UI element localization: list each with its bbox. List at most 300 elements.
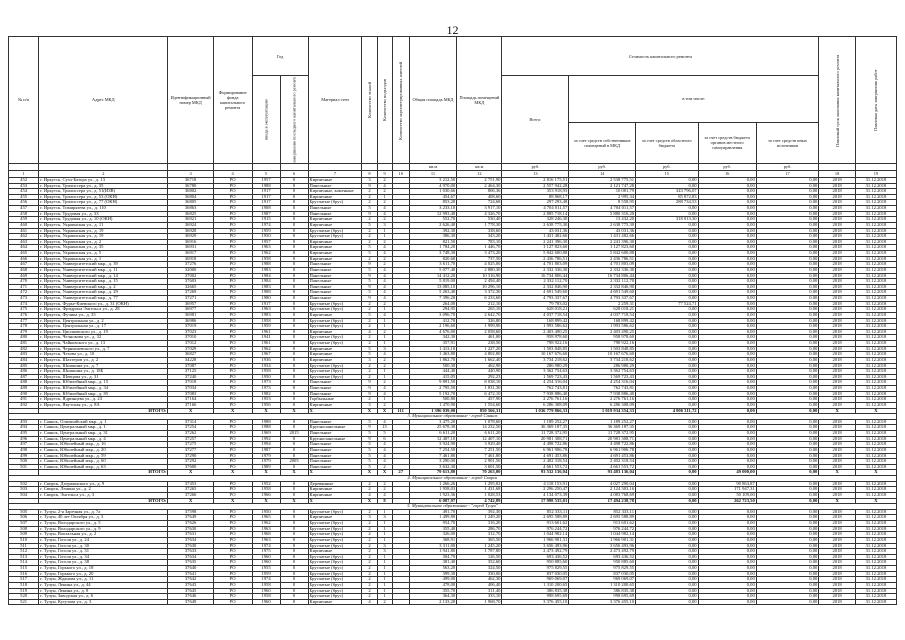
table-cell: 2018 <box>819 318 856 324</box>
table-cell: РО <box>213 357 252 363</box>
table-cell: X <box>819 408 856 414</box>
table-cell: 2 <box>362 217 377 223</box>
table-cell: РО <box>213 369 252 375</box>
table-cell: 2018 <box>819 200 856 206</box>
table-cell: Кирпичные <box>308 599 362 605</box>
table-cell: 1 044 982,14 <box>569 532 636 538</box>
table-cell: 3 <box>377 346 392 352</box>
table-cell: г. Тулун, Кутузова ул., д. 3 <box>39 599 168 605</box>
table-cell: 1962 <box>252 521 280 527</box>
table-cell: 1917 <box>252 189 280 195</box>
table-cell: 27 <box>392 470 409 476</box>
table-cell: 37645 <box>168 588 213 594</box>
table-cell: 0,00 <box>756 324 819 330</box>
table-cell: 4 802,80 <box>457 352 502 358</box>
table-cell: 503 <box>9 487 39 493</box>
column-number-cell: 9 <box>377 170 392 177</box>
table-cell: 5 <box>362 346 377 352</box>
table-cell: 1 245,20 <box>457 543 502 549</box>
table-cell: 0,00 <box>756 211 819 217</box>
table-cell: 5 077,40 <box>409 267 456 273</box>
table-cell: г. Иркутск, Челнокова ул., д. 32 <box>39 335 168 341</box>
table-cell: 2018 <box>819 481 856 487</box>
table-cell: 6 472,10 <box>457 391 502 397</box>
table-cell: 4 498 722,86 <box>569 442 636 448</box>
table-cell: 0,00 <box>698 402 756 408</box>
table-cell: 481 <box>9 341 39 347</box>
table-cell: 1 <box>377 194 392 200</box>
table-cell: Кирпичные <box>308 487 362 493</box>
table-cell: 1 <box>377 318 392 324</box>
table-cell: 9 <box>362 380 377 386</box>
table-cell: РО <box>213 599 252 605</box>
table-cell: 2018 <box>819 487 856 493</box>
table-cell: 0,00 <box>636 312 699 318</box>
table-cell: Брусчатые (брус) <box>308 234 362 240</box>
table-cell: 1969 <box>252 431 280 437</box>
table-cell: 530,40 <box>457 217 502 223</box>
table-cell: Панельные <box>308 290 362 296</box>
table-cell: 0,00 <box>756 532 819 538</box>
table-cell: 31.12.2018 <box>855 594 896 600</box>
table-cell: 1973 <box>252 386 280 392</box>
table-cell: 0,00 <box>698 566 756 572</box>
table-cell: 0,00 <box>636 582 699 588</box>
table-cell: 36 369 187,35 <box>502 425 569 431</box>
table-cell: 31.12.2018 <box>855 582 896 588</box>
table-cell: 0 <box>280 374 308 380</box>
table-cell: 1988 <box>252 183 280 189</box>
table-cell: 0,00 <box>698 228 756 234</box>
column-number-cell: 6 <box>280 170 308 177</box>
table-cell: 1915 <box>252 217 280 223</box>
table-cell: Панельные <box>308 262 362 268</box>
table-cell: 0,00 <box>636 554 699 560</box>
table-cell: РО <box>213 194 252 200</box>
table-cell: 1958 <box>252 369 280 375</box>
table-cell: 0,00 <box>636 543 699 549</box>
table-cell: г. Иркутск, Украинская ул., д. 35 <box>39 245 168 251</box>
table-cell: 1953 <box>252 397 280 403</box>
table-cell: 25 678,30 <box>409 425 456 431</box>
table-cell: 0,00 <box>698 312 756 318</box>
table-cell: 9 <box>362 391 377 397</box>
table-cell: РО <box>213 312 252 318</box>
table-cell: 0,00 <box>756 577 819 583</box>
table-cell: 0,00 <box>698 380 756 386</box>
table-cell: 36924 <box>168 222 213 228</box>
table-cell: 5 <box>362 290 377 296</box>
table-cell: 0,00 <box>756 419 819 425</box>
table-cell: 2018 <box>819 363 856 369</box>
table-cell: 478 <box>9 324 39 330</box>
table-cell: РО <box>213 335 252 341</box>
table-cell: 0,00 <box>756 369 819 375</box>
table-cell: 9 <box>362 386 377 392</box>
table-cell: 0 <box>280 560 308 566</box>
table-cell: Брусчатые (брус) <box>308 369 362 375</box>
table-cell: РО <box>213 481 252 487</box>
table-cell: г. Иркутск, Украинская ул., д. 11 <box>39 222 168 228</box>
header-wall-material: Материал стен <box>308 37 362 164</box>
table-cell: 0 <box>280 554 308 560</box>
table-cell: 316,20 <box>457 521 502 527</box>
table-cell: 5 819,00 <box>409 279 456 285</box>
table-cell: 454,67 <box>409 194 456 200</box>
table-cell: г. Саянск, Юбилейный мкр., д. 60 <box>39 459 168 465</box>
table-cell: 31.12.2018 <box>855 329 896 335</box>
table-cell: 0,00 <box>698 560 756 566</box>
table-cell: 0,00 <box>636 442 699 448</box>
table-cell: 852 333,11 <box>569 509 636 515</box>
table-cell: Брусчатые (брус) <box>308 582 362 588</box>
column-number-cell: 12 <box>457 170 502 177</box>
unit-cell <box>9 163 39 170</box>
table-cell: 330,00 <box>457 571 502 577</box>
table-cell: 0,00 <box>698 582 756 588</box>
table-cell: 2018 <box>819 346 856 352</box>
table-cell: 31.12.2018 <box>855 267 896 273</box>
table-cell: 0,00 <box>636 273 699 279</box>
table-cell: 0 <box>280 239 308 245</box>
table-cell: 1 <box>377 571 392 577</box>
table-cell: 292,23 <box>457 374 502 380</box>
table-cell: 2018 <box>819 239 856 245</box>
table-cell: 126,50 <box>457 554 502 560</box>
table-cell: 13 085,10 <box>409 284 456 290</box>
table-cell: 0,00 <box>698 200 756 206</box>
table-cell: 0,00 <box>756 492 819 498</box>
table-cell: 3 096,70 <box>409 312 456 318</box>
table-cell: Брусчатые (брус) <box>308 341 362 347</box>
table-cell: 0,00 <box>698 239 756 245</box>
table-cell: 326,80 <box>457 318 502 324</box>
table-cell: РО <box>213 425 252 431</box>
table-cell: Кирпичные <box>308 222 362 228</box>
table-cell: Панельные <box>308 447 362 453</box>
table-cell: 2 880,30 <box>457 267 502 273</box>
table-cell: 1 <box>377 554 392 560</box>
table-cell: 4 <box>377 352 392 358</box>
table-cell: 5 <box>362 352 377 358</box>
table-cell: 17 494 238,78 <box>569 498 636 504</box>
table-cell: 0,00 <box>636 431 699 437</box>
table-cell: Брусчатые (брус) <box>308 532 362 538</box>
table-cell: 1936 <box>252 357 280 363</box>
table-cell: 0,00 <box>756 594 819 600</box>
table-cell: 0 <box>280 251 308 257</box>
table-cell: 3 924,90 <box>409 442 456 448</box>
unit-cell: руб. <box>569 163 636 170</box>
table-cell: Панельные <box>308 267 362 273</box>
table-cell: 11 728 372,95 <box>502 431 569 437</box>
table-cell: 1984 <box>252 273 280 279</box>
table-cell: 3 656 493,96 <box>569 543 636 549</box>
table-cell: 93 483 136,04 <box>569 470 636 476</box>
table-cell: 111 <box>392 408 409 414</box>
header-total-area: Общая площадь МКД <box>409 37 456 164</box>
table-cell: г. Иркутск, Трилиссера ул., д. 53 (ОКН) <box>39 194 168 200</box>
header-planned-date: Плановая дата завершения работ <box>855 37 896 164</box>
table-cell: 37641 <box>168 571 213 577</box>
table-cell: г. Тулун, Гоголя ул., д. 38 <box>39 560 168 566</box>
table-cell: 0,00 <box>636 251 699 257</box>
table-cell: 10 167 676,60 <box>569 352 636 358</box>
table-cell: 37600 <box>168 464 213 470</box>
table-cell: 0,00 <box>636 262 699 268</box>
table-cell: 2018 <box>819 262 856 268</box>
table-cell: 0,00 <box>756 402 819 408</box>
table-cell: 0,00 <box>756 312 819 318</box>
table-cell: 37635 <box>168 560 213 566</box>
table-cell: 0,00 <box>636 177 699 183</box>
table-cell: 0,00 <box>698 419 756 425</box>
table-cell: РО <box>213 577 252 583</box>
table-cell: 264,00 <box>409 301 456 307</box>
table-cell: 0,00 <box>756 588 819 594</box>
table-cell: 0,00 <box>698 588 756 594</box>
table-cell: Панельные <box>308 183 362 189</box>
table-cell: 1 993 586,62 <box>502 324 569 330</box>
table-cell: г. Тулун, Гоголя ул., д. 31 <box>39 549 168 555</box>
capital-repair-table-sheet <box>8 36 897 636</box>
table-cell: 5 880 316,20 <box>569 211 636 217</box>
table-cell: 31.12.2018 <box>855 436 896 442</box>
table-cell: 5 <box>362 453 377 459</box>
table-cell: 4 <box>377 279 392 285</box>
table-cell: 4 <box>377 391 392 397</box>
table-cell: РО <box>213 256 252 262</box>
table-cell: 452 <box>9 177 39 183</box>
table-cell: 1980 <box>252 296 280 302</box>
table-cell: 1 470,90 <box>409 402 456 408</box>
table-cell: 1 778,30 <box>457 222 502 228</box>
table-cell: 1 <box>377 560 392 566</box>
table-cell: 2 626,40 <box>409 222 456 228</box>
table-cell: 693 436,52 <box>569 554 636 560</box>
table-cell: 4 <box>377 419 392 425</box>
table-cell: РО <box>213 222 252 228</box>
table-cell: 517 <box>9 577 39 583</box>
table-cell: 31.12.2018 <box>855 222 896 228</box>
table-cell: 482 <box>9 346 39 352</box>
table-cell: 9 <box>362 296 377 302</box>
table-cell: 0,00 <box>698 329 756 335</box>
table-cell: 1979 <box>252 453 280 459</box>
table-cell: 2 <box>362 577 377 583</box>
table-cell: 12 407,10 <box>457 436 502 442</box>
table-cell: 37012 <box>168 341 213 347</box>
table-cell: 36805 <box>168 200 213 206</box>
table-cell: 4 254 316,04 <box>569 380 636 386</box>
table-cell: 5 <box>362 459 377 465</box>
table-body <box>9 177 897 605</box>
table-cell: 2 <box>377 464 392 470</box>
unit-cell <box>362 163 377 170</box>
table-cell: 0,00 <box>698 554 756 560</box>
table-cell: 0,00 <box>756 189 819 195</box>
table-cell: 5 <box>377 431 392 437</box>
table-cell: 31.12.2018 <box>855 543 896 549</box>
table-cell: 1961 <box>252 341 280 347</box>
table-cell: 0 <box>280 425 308 431</box>
unit-cell: кв.м <box>409 163 456 170</box>
table-cell: 0,00 <box>698 262 756 268</box>
table-cell: Брусчатые (брус) <box>308 228 362 234</box>
table-cell: 0 <box>280 318 308 324</box>
table-cell: 2 473 492,79 <box>502 549 569 555</box>
column-number-cell: 10 <box>392 170 409 177</box>
table-cell: г. Тулун, Гоголя ул., д. 34 <box>39 554 168 560</box>
table-cell: Панельные <box>308 380 362 386</box>
table-cell: 0,00 <box>636 498 699 504</box>
table-cell: г. Иркутск, Ядринцева ул., д. 23 <box>39 397 168 403</box>
table-cell: 2 473 492,79 <box>569 549 636 555</box>
table-cell: 1 966 901,31 <box>569 537 636 543</box>
table-cell: 0 <box>280 234 308 240</box>
table-cell: РО <box>213 560 252 566</box>
table-cell: 2018 <box>819 521 856 527</box>
table-cell: 3 <box>377 222 392 228</box>
table-cell: 496 <box>9 436 39 442</box>
table-cell: 31.12.2018 <box>855 245 896 251</box>
table-cell: 0,00 <box>636 447 699 453</box>
table-cell: Горбыльные <box>308 397 362 403</box>
table-cell: 0,00 <box>698 256 756 262</box>
table-cell: 1982 <box>252 391 280 397</box>
table-cell: 2 <box>362 594 377 600</box>
table-cell: 2018 <box>819 515 856 521</box>
table-cell: 0,00 <box>698 296 756 302</box>
table-cell: 2018 <box>819 374 856 380</box>
table-cell: 0 <box>280 228 308 234</box>
table-cell: РО <box>213 582 252 588</box>
table-cell: 0 <box>280 492 308 498</box>
table-cell: 0,00 <box>636 386 699 392</box>
table-cell: 31.12.2018 <box>855 464 896 470</box>
table-cell: РО <box>213 509 252 515</box>
table-cell: 0,00 <box>636 335 699 341</box>
table-cell: 0,00 <box>756 177 819 183</box>
table-cell: 1950 <box>252 509 280 515</box>
table-row <box>9 599 897 605</box>
table-cell: РО <box>213 537 252 543</box>
table-cell: 238,50 <box>457 341 502 347</box>
table-cell: 0,00 <box>636 267 699 273</box>
table-cell: 1 554,60 <box>457 402 502 408</box>
table-cell: г. Иркутск, Университетский мкр., д. 39 <box>39 262 168 268</box>
table-cell: 470 <box>9 279 39 285</box>
table-cell: 31.12.2018 <box>855 363 896 369</box>
table-cell: 1917 <box>252 301 280 307</box>
table-cell: 478,00 <box>409 582 456 588</box>
table-cell: 2 <box>362 341 377 347</box>
table-cell: РО <box>213 374 252 380</box>
table-cell: 4 037 718,54 <box>569 312 636 318</box>
table-cell: 1 <box>377 526 392 532</box>
table-cell: 5 263,40 <box>409 290 456 296</box>
table-cell: РО <box>213 487 252 493</box>
table-cell: 0,00 <box>636 419 699 425</box>
table-cell: 408,60 <box>457 194 502 200</box>
table-cell: 6 233,60 <box>457 296 502 302</box>
table-cell: 504 <box>9 492 39 498</box>
table-cell: 998 695,69 <box>502 594 569 600</box>
table-cell: 37166 <box>168 402 213 408</box>
table-cell: 2018 <box>819 594 856 600</box>
table-cell: 0 <box>280 341 308 347</box>
table-cell: 36917 <box>168 251 213 257</box>
table-cell: 31.12.2018 <box>855 324 896 330</box>
table-cell: 3 362 754,63 <box>502 369 569 375</box>
table-cell: Кирпичные <box>308 549 362 555</box>
table-cell: 0,00 <box>698 318 756 324</box>
table-cell: г. Иркутск, Фурье-Киевского ул., д. 31 (ОКН) <box>39 301 168 307</box>
table-cell: 0 <box>280 290 308 296</box>
table-cell: 0,00 <box>756 571 819 577</box>
table-cell: 50 109,00 <box>698 492 756 498</box>
table-cell: 2 <box>362 301 377 307</box>
table-cell: 37598 <box>168 509 213 515</box>
table-cell: 497 <box>9 442 39 448</box>
table-cell: 1 <box>377 566 392 572</box>
table-cell: 460 <box>9 222 39 228</box>
table-cell: 31.12.2018 <box>855 588 896 594</box>
table-cell: 0 <box>280 217 308 223</box>
table-cell: 7 938 886,40 <box>502 391 569 397</box>
table-cell: 1984 <box>252 279 280 285</box>
table-cell: 724,68 <box>457 200 502 206</box>
table-cell: 10 316,90 <box>457 273 502 279</box>
table-cell: 2 <box>362 481 377 487</box>
table-cell: 2018 <box>819 532 856 538</box>
table-cell: 70 263,00 <box>457 470 502 476</box>
table-cell: 476 <box>9 312 39 318</box>
table-cell: 499,00 <box>409 577 456 583</box>
table-cell: 1957 <box>252 177 280 183</box>
table-cell: 355,40 <box>409 526 456 532</box>
section-title: 3. Муниципальное образование - город Саянск <box>9 414 897 420</box>
table-cell: г. Тулун, 2-я Заречная ул., д. 7а <box>39 509 168 515</box>
table-cell: 31.12.2018 <box>855 352 896 358</box>
table-cell: 1917 <box>252 194 280 200</box>
table-cell: 9 891,50 <box>409 380 456 386</box>
table-cell: 0 <box>280 588 308 594</box>
table-cell: 37649 <box>168 599 213 605</box>
table-cell: 0,00 <box>698 363 756 369</box>
table-cell: 4 701 803,09 <box>502 262 569 268</box>
table-cell: 1987 <box>252 447 280 453</box>
table-cell: 2018 <box>819 549 856 555</box>
table-cell: 37254 <box>168 425 213 431</box>
table-cell: РО <box>213 380 252 386</box>
table-cell: 1 036 779 866,33 <box>502 408 569 414</box>
table-cell: 1941 <box>252 335 280 341</box>
table-cell: 0 <box>280 464 308 470</box>
table-cell: 0,00 <box>698 194 756 200</box>
table-cell: 2 538 775,51 <box>569 177 636 183</box>
table-cell: 31.12.2018 <box>855 492 896 498</box>
table-cell: РО <box>213 234 252 240</box>
table-cell: 3 362 754,63 <box>569 369 636 375</box>
table-cell: 37125 <box>168 369 213 375</box>
table-cell: 0 <box>280 335 308 341</box>
table-cell: 31.12.2018 <box>855 571 896 577</box>
table-cell: 1 227,20 <box>457 346 502 352</box>
table-cell: Кирпичные <box>308 245 362 251</box>
table-cell: 326,00 <box>409 532 456 538</box>
column-number-cell: 1 <box>9 170 39 177</box>
